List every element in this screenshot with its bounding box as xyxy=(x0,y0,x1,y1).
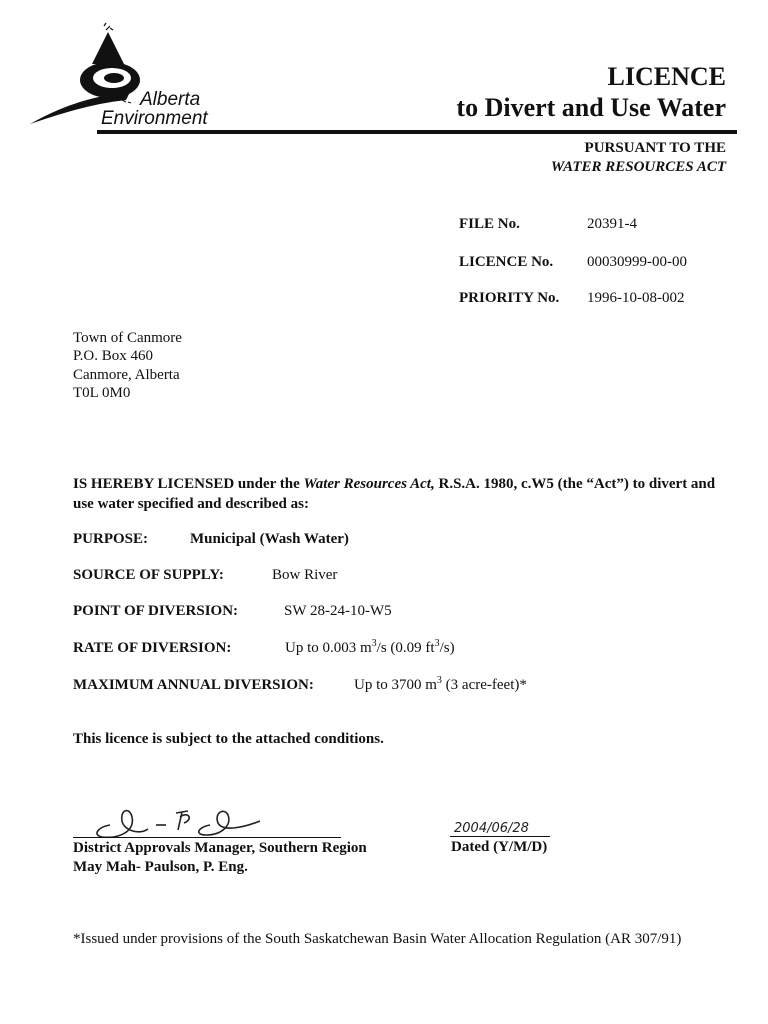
address-line: P.O. Box 460 xyxy=(73,348,154,364)
header-divider xyxy=(97,130,737,134)
licensed-text-part2: R.S.A. 1980, c.W5 (the “Act”) to divert and use water specified and described as: xyxy=(73,476,716,512)
logo-text-environment: Environment xyxy=(101,108,208,129)
signature-line xyxy=(73,837,341,838)
address-line: Town of Canmore xyxy=(73,330,182,346)
licence-number-value: 00030999-00-00 xyxy=(587,254,687,270)
file-number-label: FILE No. xyxy=(459,216,520,232)
signatory-name: May Mah- Paulson, P. Eng. xyxy=(73,859,248,875)
source-of-supply-value: Bow River xyxy=(272,567,338,583)
handwritten-signature xyxy=(90,795,270,843)
rate-of-diversion-label: RATE OF DIVERSION: xyxy=(73,640,232,656)
handwritten-date xyxy=(452,814,552,838)
handwritten-date-text: 2004/06/28 xyxy=(454,821,529,836)
logo-text-alberta: Alberta xyxy=(140,89,201,110)
act-name-line: WATER RESOURCES ACT xyxy=(550,159,726,175)
licensed-text-part1: IS HEREBY LICENSED under the xyxy=(73,476,304,492)
document-subtitle: to Divert and Use Water xyxy=(456,93,726,122)
maximum-annual-diversion-value: Up to 3700 $m^3$ (3 acre-feet)* xyxy=(354,675,527,693)
file-number-value: 20391-4 xyxy=(587,216,637,232)
point-of-diversion-value: SW 28-24-10-W5 xyxy=(284,603,392,619)
date-label: Dated (Y/M/D) xyxy=(451,839,548,855)
signatory-role: District Approvals Manager, Southern Region xyxy=(73,840,367,856)
conditions-note: This licence is subject to the attached conditions. xyxy=(73,731,384,747)
purpose-label: PURPOSE: xyxy=(73,531,148,547)
act-name: Water Resources Act, xyxy=(303,476,435,492)
priority-number-label: PRIORITY No. xyxy=(459,290,560,306)
date-line xyxy=(450,836,550,837)
point-of-diversion-label: POINT OF DIVERSION: xyxy=(73,603,239,619)
purpose-value: Municipal (Wash Water) xyxy=(190,531,349,547)
address-line: T0L 0M0 xyxy=(73,385,131,401)
document-title: LICENCE xyxy=(607,62,726,91)
rate-of-diversion-value: Up to 0.003 $m^3/s$ (0.09 $ft^3/s$) xyxy=(285,638,455,656)
source-of-supply-label: SOURCE OF SUPPLY: xyxy=(73,567,224,583)
pursuant-line: PURSUANT TO THE xyxy=(584,140,726,156)
licensed-statement xyxy=(73,474,733,514)
footnote: *Issued under provisions of the South Saskatchewan Basin Water Allocation Regulation (AR 307/91) xyxy=(73,931,682,947)
maximum-annual-diversion-label: MAXIMUM ANNUAL DIVERSION: xyxy=(73,677,314,693)
licence-number-label: LICENCE No. xyxy=(459,254,554,270)
priority-number-value: 1996-10-08-002 xyxy=(587,290,685,306)
address-line: Canmore, Alberta xyxy=(73,367,180,383)
